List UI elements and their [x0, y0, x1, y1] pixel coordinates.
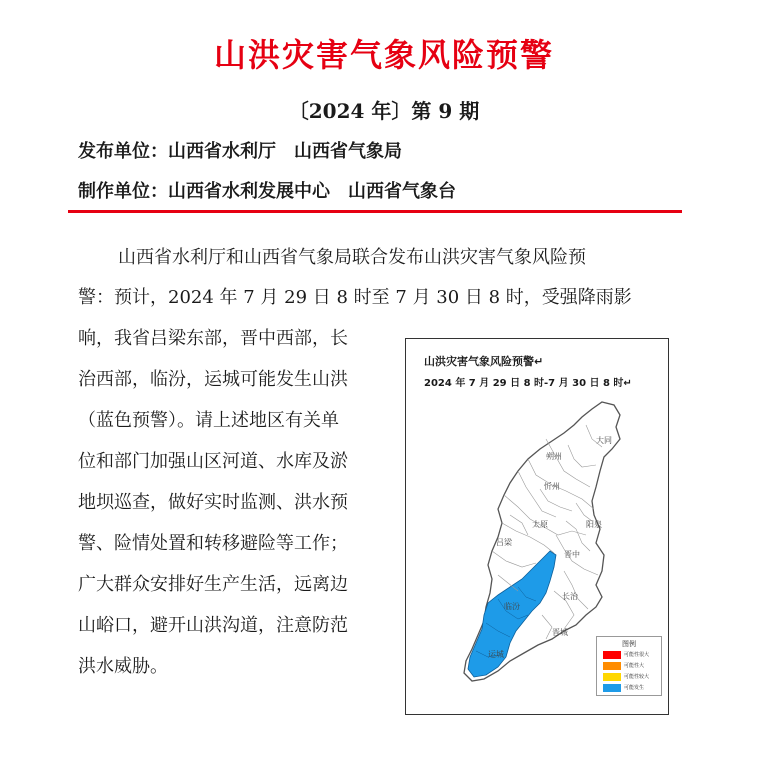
legend-label: 可能性很大 — [624, 652, 650, 658]
legend-row — [603, 684, 659, 693]
body-line: （蓝色预警）。请上述地区有关单 — [78, 410, 339, 431]
producer-2: 山西省气象台 — [348, 181, 456, 202]
red-divider — [68, 210, 682, 213]
city-label: 晋城 — [552, 628, 568, 637]
city-label: 忻州 — [544, 482, 560, 491]
city-label: 长治 — [562, 592, 578, 601]
legend-row — [603, 673, 659, 682]
publisher-2: 山西省气象局 — [294, 141, 402, 162]
publisher-line — [78, 137, 402, 163]
city-label: 吕梁 — [496, 538, 512, 547]
body-line: 洪水威胁。 — [78, 656, 168, 677]
legend-swatch — [603, 684, 621, 692]
map-legend — [596, 636, 662, 696]
risk-map — [405, 338, 669, 715]
legend-label: 可能性大 — [624, 663, 645, 669]
legend-row — [603, 662, 659, 671]
city-label: 运城 — [488, 650, 504, 659]
body-line: 治西部，临汾，运城可能发生山洪 — [78, 369, 348, 390]
producer-line — [78, 177, 456, 203]
producer-1: 山西省水利发展中心 — [168, 181, 330, 202]
legend-swatch — [603, 662, 621, 670]
legend-row — [603, 651, 659, 660]
legend-label: 可能性较大 — [624, 674, 650, 680]
producer-label: 制作单位： — [78, 181, 168, 202]
map-title: 山洪灾害气象风险预警↵ — [424, 355, 544, 368]
body-line: 响，我省吕梁东部，晋中西部，长 — [78, 328, 348, 349]
body-line: 山峪口，避开山洪沟道，注意防范 — [78, 615, 348, 636]
city-label: 临汾 — [504, 602, 520, 611]
city-label: 太原 — [532, 520, 548, 529]
city-label: 晋中 — [564, 550, 580, 559]
issue-number: 〔2024 年〕第 9 期 — [288, 99, 480, 123]
body-line: 警、险情处置和转移避险等工作； — [78, 533, 348, 554]
city-label: 阳泉 — [586, 520, 602, 529]
publisher-label: 发布单位： — [78, 141, 168, 162]
body-line: 山西省水利厅和山西省气象局联合发布山洪灾害气象风险预 — [118, 247, 586, 268]
publisher-1: 山西省水利厅 — [168, 141, 276, 162]
body-line: 广大群众安排好生产生活，远离边 — [78, 574, 348, 595]
map-period: 2024 年 7 月 29 日 8 时-7 月 30 日 8 时↵ — [424, 378, 632, 389]
city-label: 朔州 — [546, 452, 562, 461]
legend-swatch — [603, 651, 621, 659]
body-line: 地坝巡查，做好实时监测、洪水预 — [78, 492, 348, 513]
legend-label: 可能发生 — [624, 685, 645, 691]
legend-swatch — [603, 673, 621, 681]
body-line: 位和部门加强山区河道、水库及淤 — [78, 451, 348, 472]
body-line: 警：预计，2024 年 7 月 29 日 8 时至 7 月 30 日 8 时，受强降雨影 — [78, 287, 632, 308]
legend-title: 图例 — [622, 640, 636, 648]
city-label: 大同 — [596, 436, 612, 445]
warning-title: 山洪灾害气象风险预警 — [213, 36, 554, 74]
